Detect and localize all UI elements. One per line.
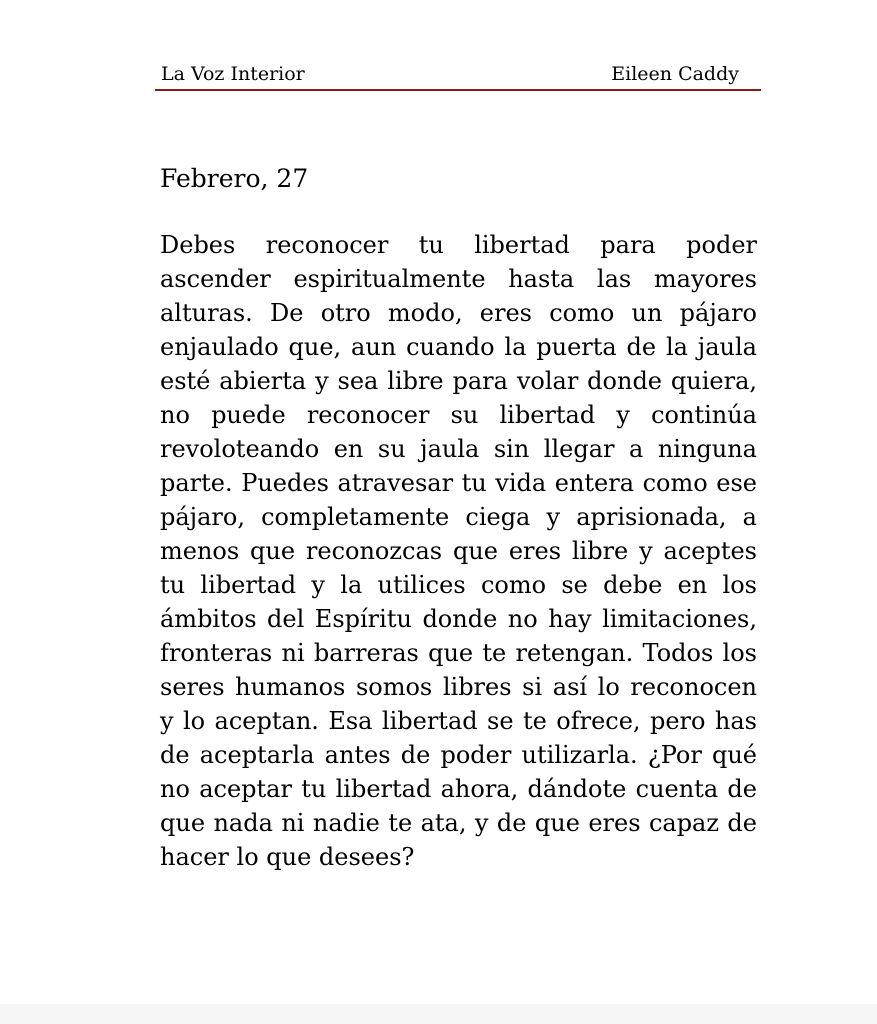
author-name: Eileen Caddy — [611, 63, 739, 85]
entry-paragraph: Debes reconocer tu libertad para poder ascender espiritualmente hasta las mayores alturas. De otro modo, eres como un pájaro enjaulado que, aun cuando la puerta de la jaula esté abierta y sea libre para volar donde quiera, no puede reconocer su libertad y continúa revoloteando en su jaula sin llegar a ninguna parte. Puedes atravesar tu vida entera como ese pájaro, completamente ciega y aprisionada, a menos que reconozcas que eres libre y aceptes tu libertad y la utilices como se debe en los ámbitos del Espíritu donde no hay limitaciones, fronteras ni barreras que te retengan. Todos los seres humanos somos libres si así lo reconocen y lo aceptan. Esa libertad se te ofrece, pero has de aceptarla antes de poder utilizarla. ¿Por qué no aceptar tu libertad ahora, dándote cuenta de que nada ni nadie te ata, y de que eres capaz de hacer lo que desees? — [160, 231, 757, 871]
running-header — [155, 60, 761, 91]
book-title: La Voz Interior — [161, 63, 305, 85]
page-bottom-edge — [0, 1004, 877, 1024]
entry-date: Febrero, 27 — [160, 164, 309, 193]
